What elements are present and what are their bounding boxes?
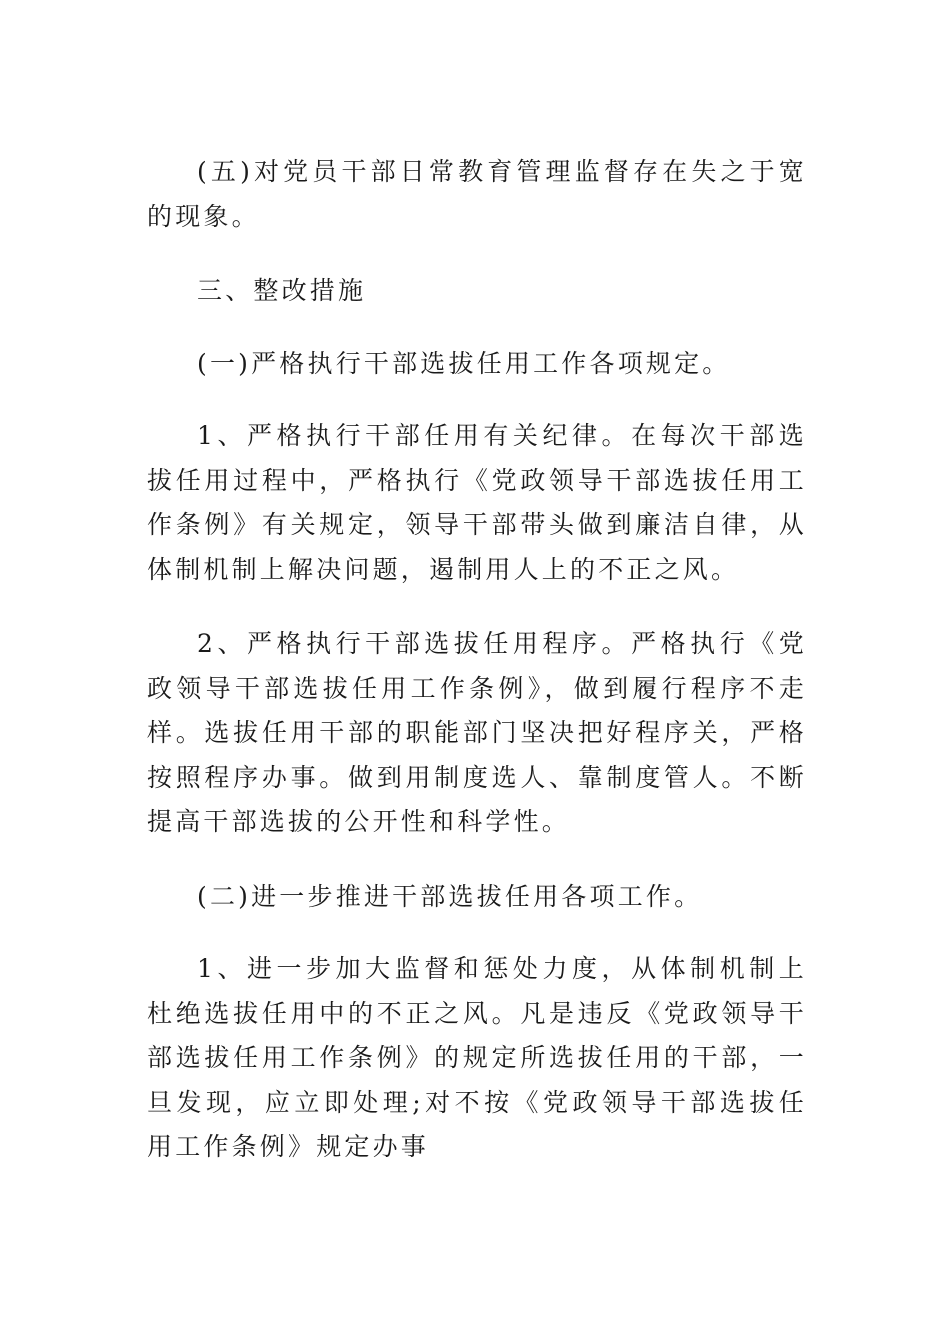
document-page xyxy=(147,150,807,1200)
paragraph-procedure: 2、严格执行干部选拔任用程序。严格执行《党政领导干部选拔任用工作条例》，做到履行程序不走样。选拔任用干部的职能部门坚决把好程序关，严格按照程序办事。做到用制度选人、靠制度管人。不断提高干部选拔的公开性和科学性。 xyxy=(147,629,807,836)
section-heading-rectification: 三、整改措施 xyxy=(197,276,367,305)
paragraph-supervision: 1、进一步加大监督和惩处力度，从体制机制上杜绝选拔任用中的不正之风。凡是违反《党政领导干部选拔任用工作条例》的规定所选拔任用的干部，一旦发现，应立即处理;对不按《党政领导干部选拔任用工作条例》规定办事 xyxy=(147,954,807,1161)
subsection-heading-1: (一)严格执行干部选拔任用工作各项规定。 xyxy=(197,348,731,378)
paragraph-discipline: 1、严格执行干部任用有关纪律。在每次干部选拔任用过程中，严格执行《党政领导干部选拔任用工作条例》有关规定，领导干部带头做到廉洁自律，从体制机制上解决问题，遏制用人上的不正之风。 xyxy=(147,421,807,584)
subsection-heading-2: (二)进一步推进干部选拔任用各项工作。 xyxy=(197,881,703,911)
paragraph-item-5: (五)对党员干部日常教育管理监督存在失之于宽的现象。 xyxy=(147,157,807,231)
